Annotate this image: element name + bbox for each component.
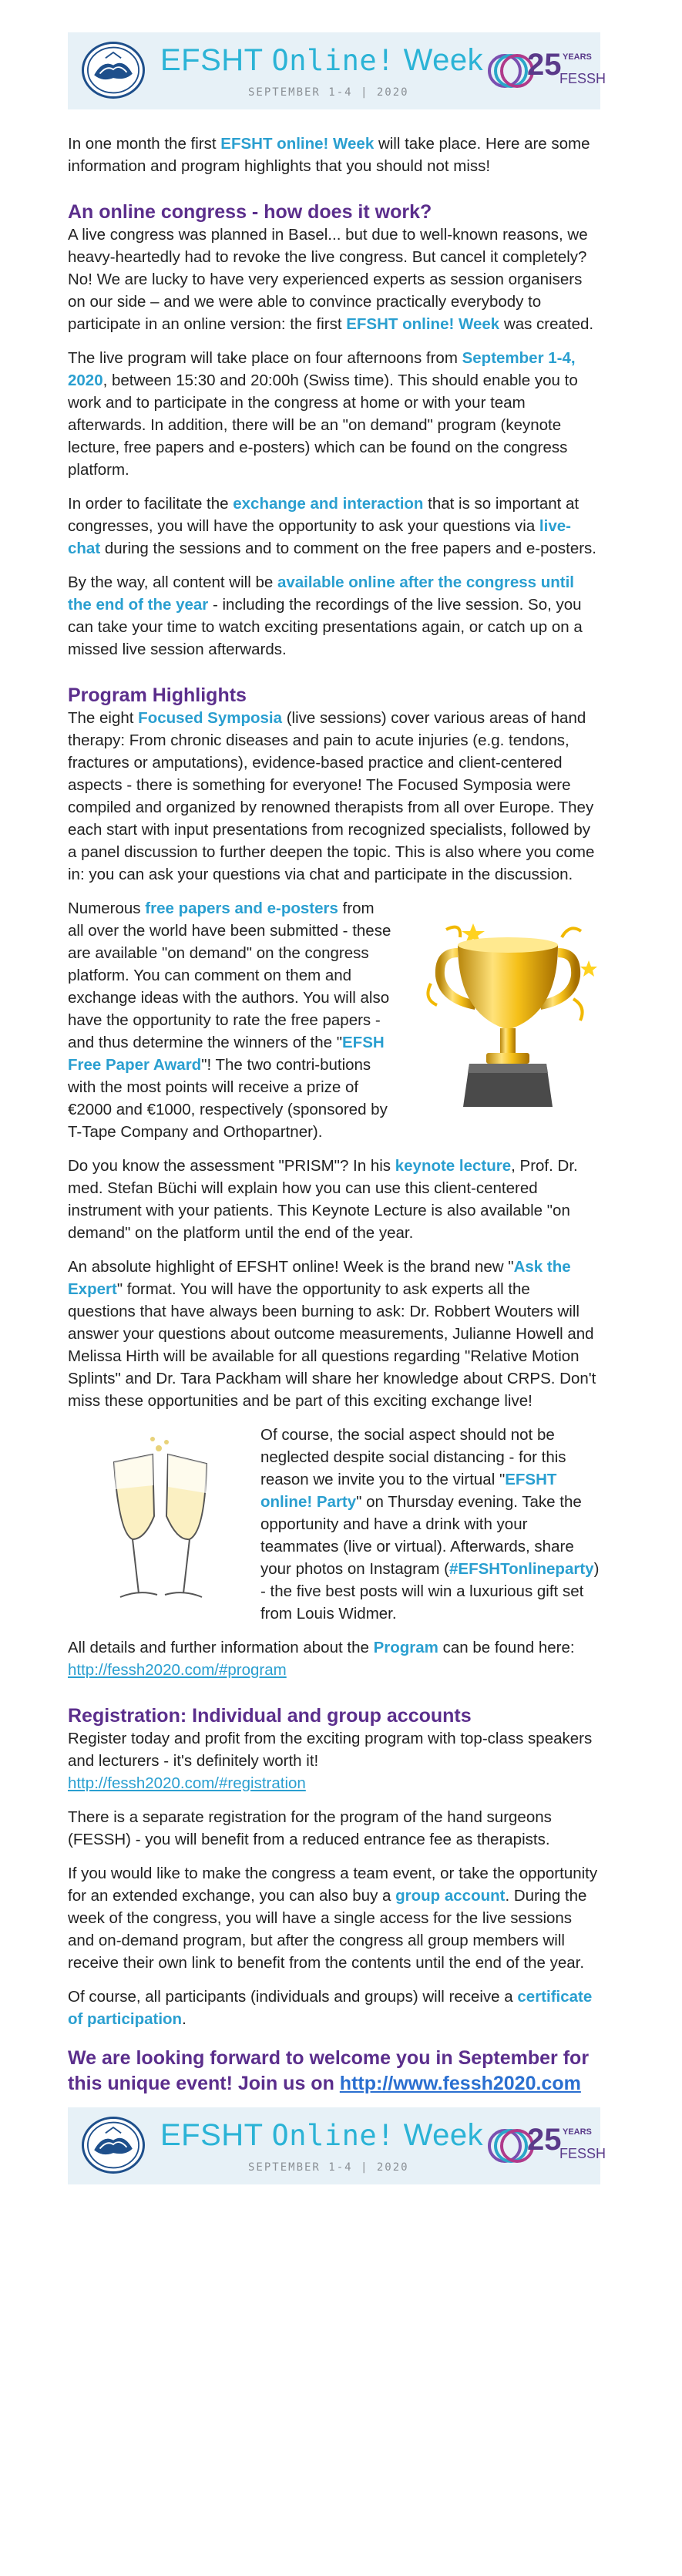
paragraph (68, 1256, 600, 1412)
highlight: EFSHT online! Week (220, 135, 375, 153)
banner-title (160, 2118, 483, 2153)
section-heading-online-congress: An online congress - how does it work? (68, 201, 432, 223)
section-heading-program-highlights: Program Highlights (68, 684, 247, 706)
text: was created. (499, 315, 594, 333)
text: If you would like to make the congress a team event, or take the opportunity for an extended exchange, you can also buy a (68, 1865, 598, 1905)
fessh-years-label: YEARS (563, 52, 592, 62)
text: ) - the five best posts will win a luxurious gift set from Louis Widmer. (260, 1560, 600, 1623)
banner-title-week: Week (394, 2118, 484, 2152)
text: "! The two contri-butions with the most points will receive a prize of €2000 and €1000, respectively (sponsored by T-Tape Company and Orthopartner). (68, 1056, 388, 1141)
paragraph (68, 1155, 600, 1244)
text: will take place. Here are some information and program highlights that you should not miss! (68, 135, 590, 175)
efsht-society-logo-icon (82, 42, 145, 99)
banner-title-week: Week (394, 43, 484, 77)
paragraph (68, 1727, 600, 1794)
registration-link[interactable]: http://fessh2020.com/#registration (68, 1774, 306, 1792)
text: . During the week of the congress, you will have a single access for the live sessions and on-demand program, but after the congress all group members will receive their own link to benefit from the contents until the end of the year. (68, 1887, 587, 1972)
highlight: Program (373, 1639, 438, 1656)
text: , between 15:30 and 20:00h (Swiss time). This should enable you to work and to participate in the congress at home or with your team afterwards. In addition, there will be an "on demand" program (keynote lecture, free papers and e-posters) which can be found on the congress platform. (68, 372, 578, 479)
highlight: EFSH Free Paper Award (68, 1034, 385, 1074)
paragraph: There is a separate registration for the program of the hand surgeons (FESSH) - you will benefit from a reduced entrance fee as therapists. (68, 1808, 552, 1848)
text: , Prof. Dr. med. Stefan Büchi will explain how you can use this client-centered instrument with your patients. This Keynote Lecture is also available "on demand" on the platform until the end of the year. (68, 1157, 578, 1242)
text: In order to facilitate the (68, 495, 233, 513)
paragraph (68, 1636, 600, 1681)
highlight: available online after the congress until the end of the year (68, 573, 574, 614)
banner-title-efsht: EFSHT (160, 43, 272, 77)
highlight: group account (395, 1887, 506, 1905)
free-papers-block (68, 897, 600, 1143)
highlight: EFSHT online! Party (260, 1471, 557, 1511)
text: . (182, 2010, 186, 2028)
paragraph (68, 1862, 600, 1974)
highlight: exchange and interaction (233, 495, 424, 513)
text: All details and further information about the (68, 1639, 374, 1656)
paragraph (68, 571, 600, 661)
footer-banner (68, 2107, 606, 2184)
banner-date: SEPTEMBER 1-4 | 2020 (248, 2161, 409, 2174)
efsht-society-logo-icon (82, 2117, 145, 2174)
text: The eight (68, 709, 139, 727)
text: - including the recordings of the live session. So, you can take your time to watch exciting presentations again, or catch up on a missed live session afterwards. (68, 596, 583, 658)
paragraph (68, 707, 600, 886)
highlight: keynote lecture (395, 1157, 512, 1175)
highlight: September 1-4, 2020 (68, 349, 576, 389)
banner-title-efsht: EFSHT (160, 2118, 272, 2152)
banner-title-online: Online! (271, 2119, 395, 2152)
text: The live program will take place on four afternoons from (68, 349, 462, 367)
fessh-name: FESSH (559, 71, 606, 86)
section-heading-registration: Registration: Individual and group accounts (68, 1705, 472, 1727)
text: can be found here: (438, 1639, 575, 1656)
program-link[interactable]: http://fessh2020.com/#program (68, 1661, 287, 1679)
paragraph (68, 347, 600, 481)
paragraph (68, 493, 600, 560)
text: (live sessions) cover various areas of hand therapy: From chronic diseases and pain to acute injuries (e.g. tendons, fractures or amputations), evidence-based practice and client-centered aspects - there is something for everyone! The Focused Symposia were compiled and organized by renowned therapists from all over Europe. They each start with input presentations from recognized specialists, followed by a panel discussion to further deepen the topic. This is also where you come in: you can ask your questions via chat and participate in the discussion. (68, 709, 595, 883)
fessh-name: FESSH (559, 2146, 606, 2161)
highlight: Ask the Expert (68, 1258, 571, 1298)
text: during the sessions and to comment on the free papers and e-posters. (100, 540, 597, 557)
highlight: certificate of participation (68, 1988, 593, 2028)
highlight: live-chat (68, 517, 571, 557)
paragraph (260, 1424, 600, 1625)
intro-paragraph (68, 133, 600, 177)
text: " on Thursday evening. Take the opportunity and have a drink with your teammates (live or virtual). Afterwards, share your photos on Instagram ( (260, 1493, 582, 1578)
highlight: free papers and e-posters (145, 900, 338, 917)
highlight: EFSHT online! Week (346, 315, 500, 333)
fessh-years-label: YEARS (563, 2127, 592, 2137)
text: Register today and profit from the exciting program with top-class speakers and lecturers - it's definitely worth it! (68, 1730, 593, 1770)
party-block (68, 1424, 600, 1625)
newsletter (68, 32, 606, 2184)
text: Of course, all participants (individuals and groups) will receive a (68, 1988, 518, 2006)
text: that is so important at congresses, you will have the opportunity to ask your questions via (68, 495, 580, 535)
text: Of course, the social aspect should not be neglected despite social distancing - for this reason we invite you to the virtual " (260, 1426, 566, 1488)
paragraph (68, 224, 600, 335)
highlight: #EFSHTonlineparty (449, 1560, 594, 1578)
banner-title-online: Online! (271, 44, 395, 77)
text: A live congress was planned in Basel... but due to well-known reasons, we heavy-heartedly had to revoke the live congress. But cancel it completely? No! We are lucky to have very experienced experts as session organisers on our side – and we were able to convince practically everybody to participate in an online version: the first (68, 226, 588, 333)
text: " format. You will have the opportunity to ask experts all the questions that have always been burning to ask: Dr. Robbert Wouters will answer your questions about outcome measurements, Julianne Howell and Melissa Hirth will be available for all questions regarding "Relative Motion Splints" and Dr. Tara Packham will share her knowledge about CRPS. Don't miss these opportunities and be part of this exciting exchange live! (68, 1280, 596, 1410)
banner-title (160, 43, 483, 78)
banner-date: SEPTEMBER 1-4 | 2020 (248, 86, 409, 99)
paragraph (68, 897, 391, 1143)
champagne-glasses-icon (68, 1431, 253, 1624)
fessh-years-number: 25 (527, 48, 562, 82)
closing-message (68, 2046, 600, 2097)
paragraph (68, 1986, 600, 2030)
text: from all over the world have been submitted - these are available "on demand" on the congress platform. You can comment on them and exchange ideas with the authors. You will also have the opportunity to rate the free papers - and thus determine the winners of the " (68, 900, 391, 1051)
article-body (68, 133, 600, 2097)
text: By the way, all content will be (68, 573, 277, 591)
trophy-icon (415, 914, 600, 1115)
text: In one month the first (68, 135, 221, 153)
highlight: Focused Symposia (138, 709, 283, 727)
website-link[interactable]: http://www.fessh2020.com (339, 2073, 581, 2094)
text: Numerous (68, 900, 146, 917)
fessh-years-number: 25 (527, 2123, 562, 2157)
text: We are looking forward to welcome you in September for this unique event! Join us on (68, 2047, 590, 2094)
text: Do you know the assessment "PRISM"? In his (68, 1157, 395, 1175)
header-banner (68, 32, 606, 109)
text: An absolute highlight of EFSHT online! Week is the brand new " (68, 1258, 514, 1276)
